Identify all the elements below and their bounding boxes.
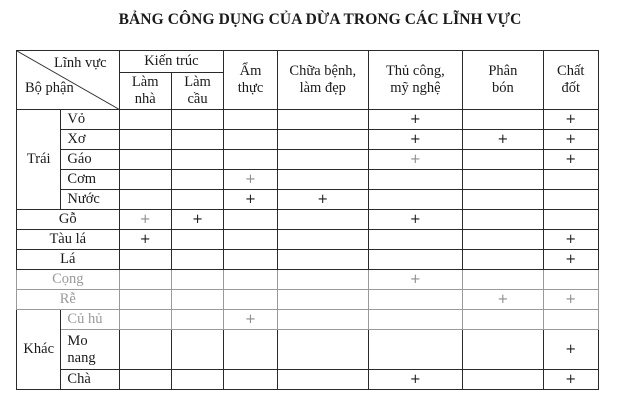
cell: + [368,370,462,390]
cell [543,170,598,190]
cell [171,150,223,170]
cell: + [368,130,462,150]
cell [119,170,171,190]
cell [171,270,223,290]
cell [119,290,171,310]
header-phan-bon-label: Phân bón [488,63,518,96]
cell: + [224,310,278,330]
cell [368,290,462,310]
cell [277,230,368,250]
table-row [17,270,640,290]
cell [171,230,223,250]
cell [224,210,278,230]
cell [171,290,223,310]
cell [462,190,543,210]
cell [462,270,543,290]
cell: + [368,150,462,170]
row-label: Gỗ [17,210,120,230]
cell [368,170,462,190]
cell: + [368,270,462,290]
cell [368,310,462,330]
cell [171,250,223,270]
row-label: Cọng [17,270,120,290]
cell [462,330,543,370]
cell [462,310,543,330]
cell [368,230,462,250]
cell [119,150,171,170]
cell [224,250,278,270]
cell [119,310,171,330]
cell [119,370,171,390]
row-label: Rễ [17,290,120,310]
table-row [17,370,640,390]
cell [462,170,543,190]
cell [277,330,368,370]
cell: + [462,290,543,310]
group-label-khac: Khác [17,310,61,390]
header-lam-nha [119,73,171,110]
table-row [17,250,640,270]
row-label-text: Mo nang [67,332,96,366]
header-am-thuc-label: Ẩm thực [237,63,264,96]
table-row [17,190,640,210]
cell [119,330,171,370]
cell [171,330,223,370]
cell [171,170,223,190]
cell [171,130,223,150]
cell [543,190,598,210]
cell [119,130,171,150]
cell: + [119,230,171,250]
header-lam-cau [171,73,223,110]
cell [119,110,171,130]
cell [277,170,368,190]
cell: + [224,170,278,190]
cell [171,190,223,210]
header-chat-dot-label: Chất đốt [557,63,585,96]
row-label: Nước [61,190,119,210]
cell [462,370,543,390]
cell [171,370,223,390]
cell [462,210,543,230]
header-lam-cau-label: Làm cầu [184,74,211,107]
row-label: Gáo [61,150,119,170]
row-label: Xơ [61,130,119,150]
header-thu-cong-label: Thủ công, mỹ nghệ [385,63,445,96]
table-row [17,210,640,230]
cell [119,250,171,270]
field-axis-label: Lĩnh vực [54,55,107,71]
header-kien-truc: Kiến trúc [119,51,224,73]
header-phan-bon [462,51,543,110]
cell [277,370,368,390]
cell [277,130,368,150]
cell [543,310,598,330]
table-row [17,150,640,170]
cell: + [543,250,598,270]
cell [543,270,598,290]
row-label: Chà [61,370,119,390]
header-lam-nha-label: Làm nhà [131,74,159,107]
cell [224,290,278,310]
cell: + [277,190,368,210]
cell [462,150,543,170]
cell [277,150,368,170]
cell: + [224,190,278,210]
cell [462,110,543,130]
table-title: BẢNG CÔNG DỤNG CỦA DỪA TRONG CÁC LĨNH VỰC [118,11,522,28]
cell: + [119,210,171,230]
cell [119,270,171,290]
corner-header-cell [17,51,120,110]
cell [171,310,223,330]
cell: + [171,210,223,230]
header-chat-dot [543,51,598,110]
cell [224,370,278,390]
cell [119,190,171,210]
cell [462,230,543,250]
cell [277,270,368,290]
table-row [17,170,640,190]
cell: + [462,130,543,150]
part-axis-label: Bộ phận [25,80,74,96]
cell [277,310,368,330]
cell: + [543,330,598,370]
cell: + [543,290,598,310]
header-thu-cong [368,51,462,110]
cell: + [543,110,598,130]
row-label: Củ hủ [61,310,119,330]
cell: + [368,110,462,130]
row-label: Cơm [61,170,119,190]
row-label: Vỏ [61,110,119,130]
header-am-thuc [224,51,278,110]
table-row [17,230,640,250]
cell [277,250,368,270]
cell [224,130,278,150]
cell [277,290,368,310]
table-row [17,110,640,130]
cell [224,270,278,290]
group-label-trai: Trái [17,110,61,210]
cell [224,110,278,130]
cell: + [543,230,598,250]
table-row [17,130,640,150]
cell [277,110,368,130]
row-label [61,330,119,370]
cell: + [543,150,598,170]
cell [224,150,278,170]
table-row [17,310,640,330]
cell [224,330,278,370]
coconut-uses-table [16,50,640,390]
cell [171,110,223,130]
row-label: Tàu lá [17,230,120,250]
cell: + [543,130,598,150]
cell [277,210,368,230]
row-label: Lá [17,250,120,270]
table-row [17,290,640,310]
table-row [17,330,640,370]
header-chua-benh-label: Chữa bệnh, làm đẹp [289,63,357,96]
cell [368,330,462,370]
cell [368,190,462,210]
cell: + [543,370,598,390]
cell: + [368,210,462,230]
cell [224,230,278,250]
cell [462,250,543,270]
cell [368,250,462,270]
cell [543,210,598,230]
header-chua-benh [277,51,368,110]
